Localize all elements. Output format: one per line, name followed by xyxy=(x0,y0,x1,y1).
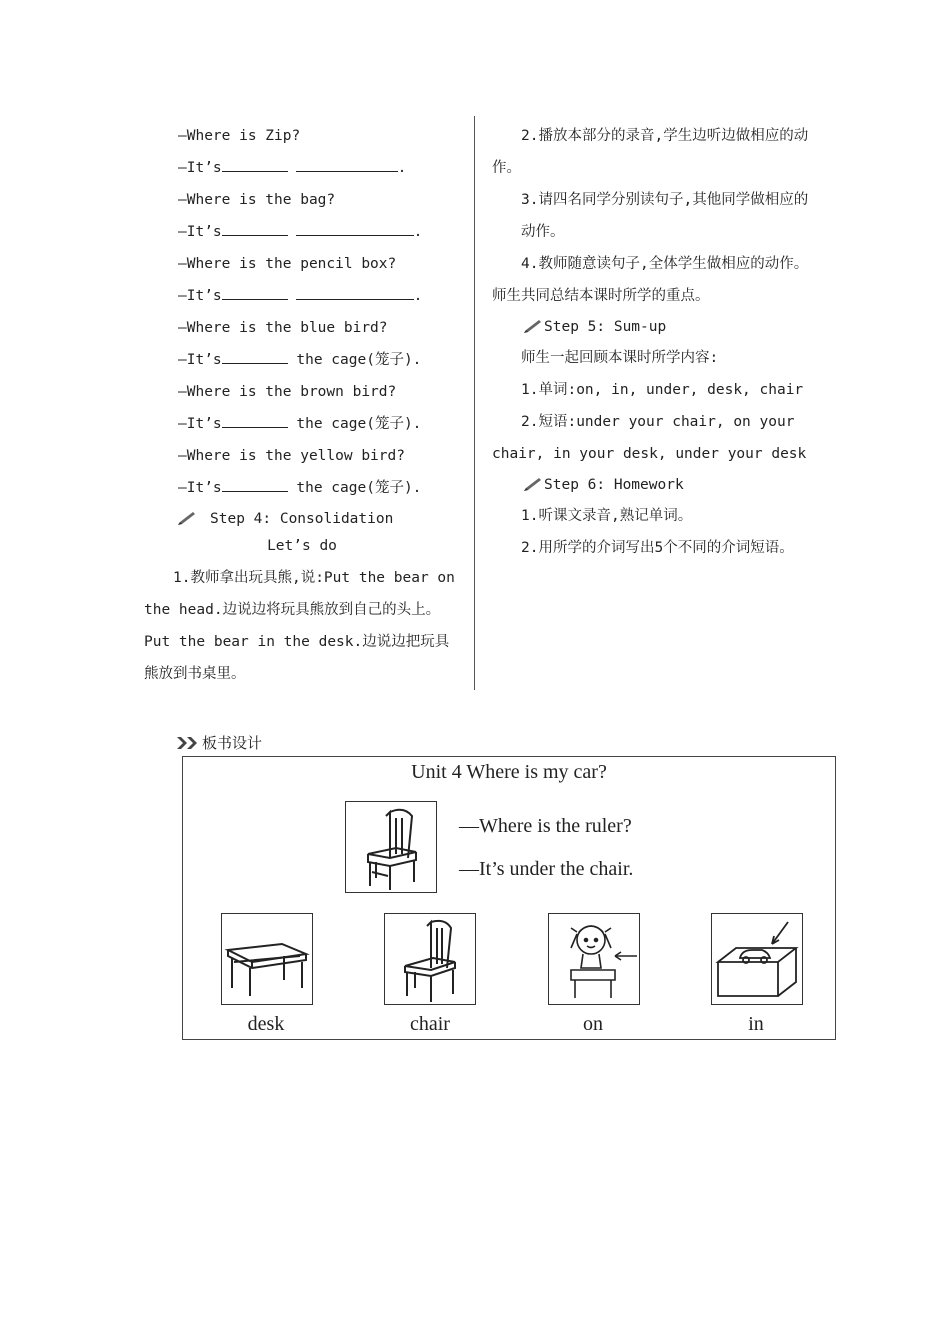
answer-blank xyxy=(296,153,398,172)
phrases-list: 2.短语:under your chair, on your chair, in your desk, under your desk xyxy=(492,414,807,462)
dialogue-answer: —It’s . xyxy=(144,216,460,248)
step5-heading: Step 5: Sum-up xyxy=(492,312,810,342)
board-heading: 板书设计 xyxy=(176,732,262,753)
words-list: 1.单词:on, in, under, desk, chair xyxy=(521,382,804,398)
dialogue-question: —Where is the pencil box? xyxy=(178,256,397,272)
dialogue-answer: —It’s . xyxy=(144,152,460,184)
homework-item: 2.用所学的介词写出5个不同的介词短语。 xyxy=(521,540,794,556)
activity-paragraph: 3.请四名同学分别读句子,其他同学做相应的 xyxy=(521,192,809,208)
answer-blank xyxy=(296,281,414,300)
lets-do-label: Let’s do xyxy=(267,538,337,554)
word-chair: chair xyxy=(410,1013,450,1035)
car-in-box-illustration xyxy=(712,914,802,1004)
column-divider xyxy=(474,116,475,690)
answer-blank xyxy=(222,217,288,236)
dialogue-answer: —It’s the cage(笼子). xyxy=(144,408,460,440)
pen-icon xyxy=(176,511,198,527)
dialogue-question: —Where is the bag? xyxy=(178,192,336,208)
pen-icon xyxy=(522,319,544,335)
step6-heading: Step 6: Homework xyxy=(492,470,810,500)
board-title: Unit 4 Where is my car? xyxy=(411,761,607,783)
on-picture xyxy=(548,913,640,1005)
answer-blank xyxy=(222,409,288,428)
homework-item: 1.听课文录音,熟记单词。 xyxy=(521,508,693,524)
double-chevron-icon xyxy=(176,736,200,750)
in-picture xyxy=(711,913,803,1005)
word-desk: desk xyxy=(247,1013,285,1035)
girl-on-desk-illustration xyxy=(549,914,639,1004)
step4-heading: Step 4: Consolidation xyxy=(144,504,460,534)
dialogue-answer: —It’s the cage(笼子). xyxy=(144,472,460,504)
word-on: on xyxy=(583,1013,603,1035)
blackboard-design xyxy=(182,756,836,1040)
chair-illustration xyxy=(346,802,436,892)
dialogue-question: —Where is Zip? xyxy=(178,128,301,144)
dialogue-question: —Where is the blue bird? xyxy=(178,320,388,336)
activity-paragraph: 4.教师随意读句子,全体学生做相应的动作。师生共同总结本课时所学的重点。 xyxy=(492,256,809,304)
desk-illustration xyxy=(222,914,312,1004)
dialogue-question: —Where is the brown bird? xyxy=(178,384,397,400)
word-in: in xyxy=(748,1013,764,1035)
board-answer: —It’s under the chair. xyxy=(459,858,634,880)
answer-blank xyxy=(222,153,288,172)
chair-picture-2 xyxy=(384,913,476,1005)
activity-paragraph: 2.播放本部分的录音,学生边听边做相应的动作。 xyxy=(492,128,809,176)
answer-blank xyxy=(222,473,288,492)
pen-icon xyxy=(522,477,544,493)
dialogue-question: —Where is the yellow bird? xyxy=(178,448,405,464)
chair-illustration xyxy=(385,914,475,1004)
chair-picture xyxy=(345,801,437,893)
dialogue-answer: —It’s the cage(笼子). xyxy=(144,344,460,376)
left-column xyxy=(144,120,460,690)
board-question: —Where is the ruler? xyxy=(459,815,632,837)
activity-paragraph: 动作。 xyxy=(521,224,565,240)
dialogue-answer: —It’s . xyxy=(144,280,460,312)
activity-paragraph: 1.教师拿出玩具熊,说:Put the bear on the head.边说边将玩具熊放到自己的头上。Put the bear in the desk.边说边把玩具熊放到书桌里。 xyxy=(144,570,455,682)
answer-blank xyxy=(296,217,414,236)
desk-picture xyxy=(221,913,313,1005)
answer-blank xyxy=(222,281,288,300)
review-text: 师生一起回顾本课时所学内容: xyxy=(521,350,719,366)
answer-blank xyxy=(222,345,288,364)
right-column xyxy=(492,120,810,564)
